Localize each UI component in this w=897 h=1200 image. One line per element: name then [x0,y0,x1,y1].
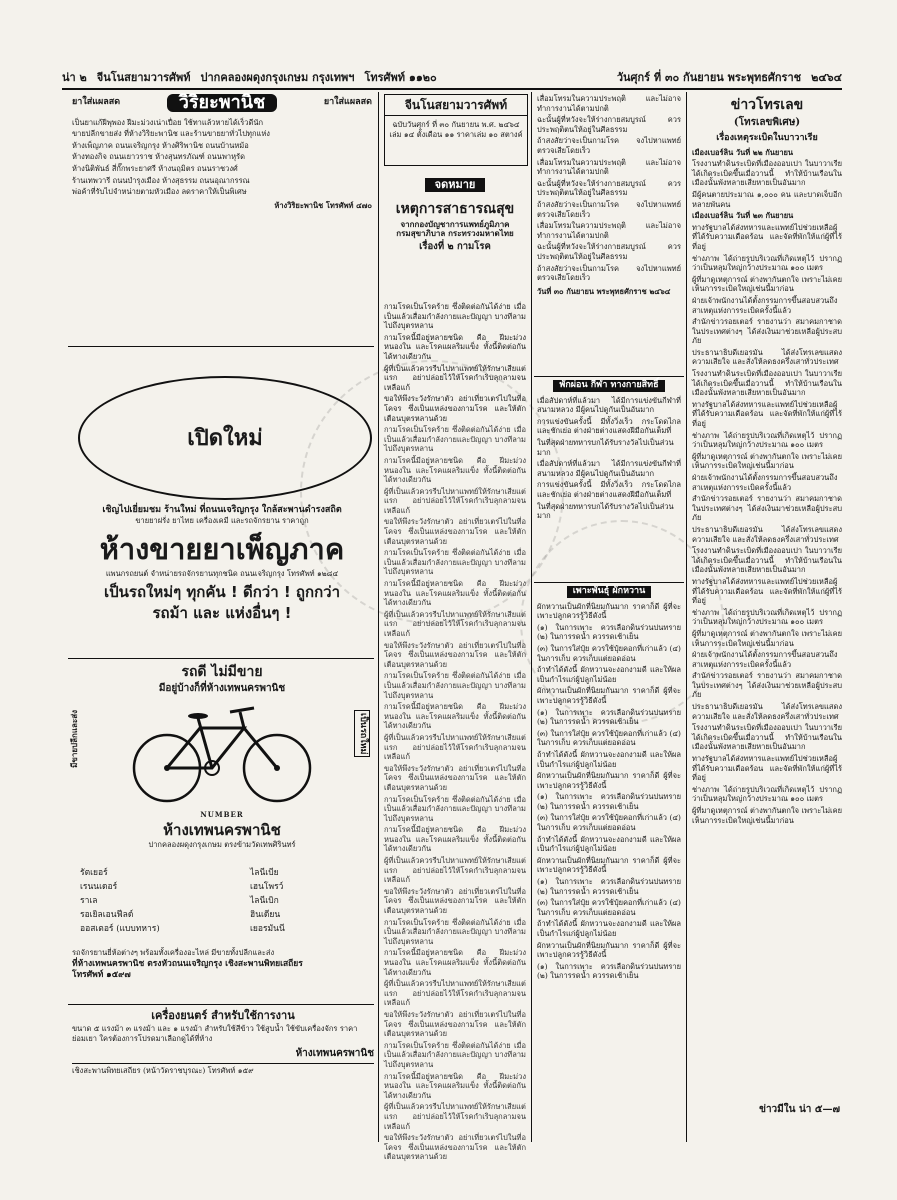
notice-paragraph-repeat: ผู้ที่เป็นแล้วควรรีบไปหาแพทย์ให้รักษาเสียแต่แรก อย่าปล่อยไว้ให้โรคกำเริบลุกลามจนเหลือแก้ [384,732,526,762]
ad-title: วิริยะพานิช [167,94,277,112]
news-paragraph-repeat: สำนักข่าวรอยเตอร์ รายงานว่า สมาคมกาชาดในประเทศต่างๆ ได้ส่งเงินมาช่วยเหลือผู้ประสบภัย [692,494,842,523]
brand-row [80,908,370,922]
vegetable-paragraph-repeat: (๓) ในการใส่ปุ๋ย ควรใช้ปุ๋ยคอกที่เก่าแล้ว (๔) ในการเก็บ ควรเก็บแต่ยอดอ่อน [537,898,681,917]
sports-paragraph: ในที่สุดฝ่ายทหารบกได้รับรางวัลไปเป็นส่วนมาก [537,437,674,457]
notice-paragraph-repeat: กามโรคเป็นโรคร้าย ซึ่งติดต่อกันได้ง่าย เมื่อเป็นแล้วเสื่อมกำลังกายและปัญญา บางทีลามไปถึงบุตรหลาน [384,671,526,700]
news-paragraph-repeat: โรงงานทำดินระเบิดที่เมืองออบเปา ในบาวาเรีย ได้เกิดระเบิดขึ้นเมื่อวานนี้ ทำให้บ้านเรือนในเมืองนั้นพังทลายเสียหายเป็นอันมาก [692,723,842,752]
sports-paragraph-repeat: ในที่สุดฝ่ายทหารบกได้รับรางวัลไปเป็นส่วนมาก [537,501,674,521]
paper-name: จีนโนสยามวารศัพท์ [96,71,191,84]
vegetable-paragraph-repeat: ถ้าทำได้ดังนี้ ผักหวานจะงอกงามดี และให้ผลเป็นกำไรแก่ผู้ปลูกไม่น้อย [537,834,681,854]
vegetable-paragraph-repeat: (๑) ในการเพาะ ควรเลือกดินร่วนปนทราย (๒) ในการรดน้ำ ควรรดเช้าเย็น [537,961,681,981]
news-paragraph-repeat: ผู้ที่มาดูเหตุการณ์ ต่างพากันตกใจ เพราะไม่เคยเห็นการระเบิดใหญ่เช่นนี้มาก่อน [692,806,842,825]
notice-paragraph-repeat: กามโรคนี้มีอยู่หลายชนิด คือ ฝีมะม่วง หนองใน และโรคแผลริมแข็ง ทั้งนี้ติดต่อกันได้ทางเดียวกัน [384,948,526,977]
notice-paragraph-repeat: กามโรคนี้มีอยู่หลายชนิด คือ ฝีมะม่วง หนองใน และโรคแผลริมแข็ง ทั้งนี้ติดต่อกันได้ทางเดียวกัน [384,1071,526,1100]
shop-slogan-1: เป็นรถใหม่ๆ ทุกคัน ! ดีกว่า ! ถูกกว่า [103,582,340,601]
brand-name: เยอรมันนี [250,924,285,934]
notice-paragraph-repeat: กามโรคเป็นโรคร้าย ซึ่งติดต่อกันได้ง่าย เมื่อเป็นแล้วเสื่อมกำลังกายและปัญญา บางทีลามไปถึงบุตรหลาน [384,794,526,823]
issue-date: วันศุกร์ ที่ ๓๐ กันยายน พระพุทธศักราช [616,71,802,84]
notice-paragraph-repeat: ผู้ที่เป็นแล้วควรรีบไปหาแพทย์ให้รักษาเสียแต่แรก อย่าปล่อยไว้ให้โรคกำเริบลุกลามจนเหลือแก้ [384,856,526,885]
sports-paragraph-repeat: การแข่งขันครั้งนี้ มีทั้งวิ่งเร็ว กระโดดไกล และชักเย่อ ต่างฝ่ายต่างแสดงฝีมือกันเต็มที่ [537,480,681,499]
ad-line: เป็นยาแก้ฝีพุพอง ฝีมะม่วงเน่าเปื่อย ใช้ทาแล้วหายได้เร็วดีนัก [72,117,264,127]
left-ad-viriya [72,94,372,342]
ad-line: ห้างเพ็ญภาค ถนนเจริญกรุง ห้างศิริพานิช ถนนบ้านหม้อ [72,140,249,150]
masthead-box [384,94,528,166]
col3-paragraph-repeat: ถ้าสงสัยว่าจะเป็นกามโรค จงไปหาแพทย์ตรวจเสียโดยเร็ว [537,263,681,283]
news-paragraph: มีผู้คนตายประมาณ ๑,๐๐๐ คน และบาดเจ็บอีกหลายพันคน [692,189,842,209]
page-header [62,66,842,90]
vegetable-paragraph: ถ้าทำได้ดังนี้ ผักหวานจะงอกงามดี และให้ผลเป็นกำไรแก่ผู้ปลูกไม่น้อย [537,665,681,684]
bicycle-ad [70,662,374,862]
brand-name: ออสเตอร์ (แบบทหาร) [80,924,160,934]
notice-paragraph-repeat: กามโรคเป็นโรคร้าย ซึ่งติดต่อกันได้ง่าย เมื่อเป็นแล้วเสื่อมกำลังกายและปัญญา บางทีลามไปถึงบุตรหลาน [384,548,526,577]
vegetable-paragraph: (๓) ในการใส่ปุ๋ย ควรใช้ปุ๋ยคอกที่เก่าแล้ว (๔) ในการเก็บ ควรเก็บแต่ยอดอ่อน [537,643,681,663]
brand-list [80,866,370,946]
new-opening-oval [78,376,372,500]
shop-intro: เชิญไปเยี่ยมชม ร้านใหม่ ที่ถนนเจริญกรุง ใกล้สะพานดำรงสถิต [102,505,342,515]
notice-paragraph-repeat: ผู้ที่เป็นแล้วควรรีบไปหาแพทย์ให้รักษาเสียแต่แรก อย่าปล่อยไว้ให้โรคกำเริบลุกลามจนเหลือแก้ [384,609,526,638]
brand-name: เรนนเดอร์ [80,882,118,892]
col3-paragraph-repeat: เสื่อมโทรมในความประพฤติ และไม่อาจทำการงานได้ตามปกติ [537,157,681,177]
notice-sub-3: เรื่องที่ ๒ กามโรค [419,240,491,252]
notice-label: จดหมาย [425,178,486,192]
news-paragraph-repeat: ประธานาธิบดีเยอรมัน ได้ส่งโทรเลขแสดงความเสียใจ และสั่งให้ลดธงครึ่งเสาทั่วประเทศ [692,524,842,544]
brand-row [80,880,370,894]
bike-sub: มีอยู่บ้างก็ที่ห้างเทพนครพานิช [158,683,286,694]
notice-paragraph: กามโรคเป็นโรคร้าย ซึ่งติดต่อกันได้ง่าย เมื่อเป็นแล้วเสื่อมกำลังกายและปัญญา บางทีลามไปถึงบุตรหลาน [384,302,526,331]
continued-note: ข่าวมีใน น่า ๕—๗ [759,1104,840,1115]
shop-ad [70,506,374,656]
notice-paragraph-repeat: ขอให้พึงระวังรักษาตัว อย่าเที่ยวเตร่ไปในที่อโคจร ซึ่งเป็นแหล่งของกามโรค และให้ตักเตือนบุตรหลานด้วย [384,640,526,669]
news-paragraph: โรงงานทำดินระเบิดที่เมืองออบเปา ในบาวาเรีย ได้เกิดระเบิดขึ้นเมื่อวานนี้ ทำให้บ้านเรือนในเมืองนั้นพังทลายเสียหายเป็นอันมาก [692,159,842,188]
brand-name: ฮินเดียน [250,910,281,920]
filler-text [384,425,526,1162]
notice-paragraph-repeat: ขอให้พึงระวังรักษาตัว อย่าเที่ยวเตร่ไปในที่อโคจร ซึ่งเป็นแหล่งของกามโรค และให้ตักเตือนบุตรหลานด้วย [384,517,526,546]
notice-sub-2: กรมสุขาภิบาล กระทรวงมหาดไทย [396,228,514,239]
vegetable-paragraph-repeat: ถ้าทำได้ดังนี้ ผักหวานจะงอกงามดี และให้ผลเป็นกำไรแก่ผู้ปลูกไม่น้อย [537,749,681,769]
col3-date: วันที่ ๓๐ กันยายน พระพุทธศักราช ๒๔๖๔ [537,286,671,296]
engine-address: เชิงสะพานพิทยเสถียร (หน้าวัดราชบุรณะ) โทรศัพท์ ๑๕๙ [72,1063,374,1076]
bike-phone: โทรศัพท์ ๑๕๙๗ [72,970,131,981]
printed-at: ปากคลองผดุงกรุงเกษม กรุงเทพฯ [200,71,355,84]
notice-body [384,302,526,1162]
news-paragraph: ช่างภาพ ได้ถ่ายรูปบริเวณที่เกิดเหตุไว้ ปรากฏว่าเป็นหลุมใหญ่กว้างประมาณ ๑๐๐ เมตร [692,253,842,273]
ad-line: ร้านเทพวารี ถนนบำรุงเมือง ห้างสุธรรม ถนนอุณากรรณ [72,175,250,185]
vegetable-paragraph-repeat: ถ้าทำได้ดังนี้ ผักหวานจะงอกงามดี และให้ผลเป็นกำไรแก่ผู้ปลูกไม่น้อย [537,919,681,938]
phone: โทรศัพท์ ๑๑๒๐ [364,71,437,84]
news-paragraph: สำนักข่าวรอยเตอร์ รายงานว่า สมาคมกาชาดในประเทศต่างๆ ได้ส่งเงินมาช่วยเหลือผู้ประสบภัย [692,317,842,346]
masthead-line-2: เล่ม ๑๔ ตั้งเดือน ๑๑ ราคาเล่ม ๑๐ สตางค์ [389,129,523,139]
notice-paragraph-repeat: ขอให้พึงระวังรักษาตัว อย่าเที่ยวเตร่ไปในที่อโคจร ซึ่งเป็นแหล่งของกามโรค และให้ตักเตือนบุตรหลานด้วย [384,1133,526,1162]
telegraph-headline: เรื่องเหตุระเบิดในบาวาเรีย [716,133,818,143]
notice-paragraph-repeat: ผู้ที่เป็นแล้วควรรีบไปหาแพทย์ให้รักษาเสียแต่แรก อย่าปล่อยไว้ให้โรคกำเริบลุกลามจนเหลือแก้ [384,486,526,515]
sports-section [537,380,681,580]
notice-paragraph-repeat: กามโรคนี้มีอยู่หลายชนิด คือ ฝีมะม่วง หนองใน และโรคแผลริมแข็ง ทั้งนี้ติดต่อกันได้ทางเดียวกัน [384,455,526,485]
news-paragraph-repeat: ช่างภาพ ได้ถ่ายรูปบริเวณที่เกิดเหตุไว้ ปรากฏว่าเป็นหลุมใหญ่กว้างประมาณ ๑๐๐ เมตร [692,784,842,804]
masthead-title: จีนโนสยามวารศัพท์ [385,95,527,116]
bike-shop: ห้างเทพนครพานิช [163,820,281,839]
engine-shop: ห้างเทพนครพานิช [295,1048,374,1060]
news-paragraph-repeat: ทางรัฐบาลได้ส่งทหารและแพทย์ไปช่วยเหลือผู้ที่ได้รับความเดือดร้อน และจัดที่พักให้แก่ผู้ที่ไร้ที่อยู่ [692,576,842,606]
brand-name: รอเยิลเอนฟีลด์ [80,910,134,920]
notice-paragraph-repeat: กามโรคเป็นโรคร้าย ซึ่งติดต่อกันได้ง่าย เมื่อเป็นแล้วเสื่อมกำลังกายและปัญญา บางทีลามไปถึงบุตรหลาน [384,1040,526,1069]
vegetable-paragraph: (๑) ในการเพาะ ควรเลือกดินร่วนปนทราย (๒) ในการรดน้ำ ควรรดเช้าเย็น [537,622,681,642]
notice-paragraph-repeat: ขอให้พึงระวังรักษาตัว อย่าเที่ยวเตร่ไปในที่อโคจร ซึ่งเป็นแหล่งของกามโรค และให้ตักเตือนบุตรหลานด้วย [384,1009,526,1039]
vegetable-paragraph-repeat: ผักหวานเป็นผักที่นิยมกันมาก ราคาก็ดี ผู้ที่จะเพาะปลูกควรรู้วิธีดังนี้ [537,855,681,875]
brand-row [80,894,370,908]
col3-paragraph: ถ้าสงสัยว่าจะเป็นกามโรค จงไปหาแพทย์ตรวจเสียโดยเร็ว [537,136,681,155]
news-paragraph-repeat: ประธานาธิบดีเยอรมัน ได้ส่งโทรเลขแสดงความเสียใจ และสั่งให้ลดธงครึ่งเสาทั่วประเทศ [692,702,842,721]
ad-side-right: ยาใส่แผลสด [323,97,372,107]
shop-sub: ขายยาฝรั่ง ยาไทย เครื่องเคมี และรถจักรยาน ราคาถูก [135,515,309,525]
engine-text: ขนาด ๕ แรงม้า ๓ แรงม้า และ ๑ แรงม้า สำหรับใช้สีข้าว ใช้สูบน้ำ ใช้ขับเครื่องจักร ราคาย่อมเยา ใครต้องการโปรดมาเลือกดูได้ที่ห้าง [72,1024,358,1043]
shop-name: ห้างขายยาเพ็ญภาค [99,532,345,567]
notice-paragraph-repeat: ผู้ที่เป็นแล้วควรรีบไปหาแพทย์ให้รักษาเสียแต่แรก อย่าปล่อยไว้ให้โรคกำเริบลุกลามจนเหลือแก้ [384,979,526,1008]
brand-row [80,922,370,936]
shop-slogan-2: รถม้า และ แห่งอื่นๆ ! [152,603,292,622]
notice-paragraph-repeat: กามโรคนี้มีอยู่หลายชนิด คือ ฝีมะม่วง หนองใน และโรคแผลริมแข็ง ทั้งนี้ติดต่อกันได้ทางเดียวกัน [384,702,526,731]
col3-paragraph-repeat: ถ้าสงสัยว่าจะเป็นกามโรค จงไปหาแพทย์ตรวจเสียโดยเร็ว [537,199,681,219]
brand-name: รัตเยอร์ [80,868,108,878]
col3-paragraph: ฉะนั้นผู้ที่หวังจะให้ร่างกายสมบูรณ์ ควรประพฤติตนให้อยู่ในศีลธรรม [537,115,681,134]
news-paragraph: ฝ่ายเจ้าพนักงานได้ตั้งกรรมการขึ้นสอบสวนถึงสาเหตุแห่งการระเบิดครั้งนี้แล้ว [692,295,838,315]
col3-paragraph-repeat: เสื่อมโทรมในความประพฤติ และไม่อาจทำการงานได้ตามปกติ [537,221,681,240]
sports-title: พักผ่อน กีฬา ทางกายสิทธิ์ [553,380,664,392]
bike-side-left: มีขายปลีกและส่ง [69,710,79,768]
news-paragraph-repeat: ผู้ที่มาดูเหตุการณ์ ต่างพากันตกใจ เพราะไม่เคยเห็นการระเบิดใหญ่เช่นนี้มาก่อน [692,628,842,648]
news-paragraph-repeat: ผู้ที่มาดูเหตุการณ์ ต่างพากันตกใจ เพราะไม่เคยเห็นการระเบิดใหญ่เช่นนี้มาก่อน [692,451,842,471]
news-paragraph: ทางรัฐบาลได้ส่งทหารและแพทย์ไปช่วยเหลือผู้ที่ได้รับความเดือดร้อน และจัดที่พักให้แก่ผู้ที่ไร้ที่อยู่ [692,222,842,251]
bike-side-right: เป็นรถใหม่ [354,710,370,757]
bike-foot-2: ที่ห้างเทพนครพานิช ตรงหัวถนนเจริญกรุง เชิงสะพานพิทยเสถียร [72,958,303,969]
news-paragraph: ผู้ที่มาดูเหตุการณ์ ต่างพากันตกใจ เพราะไม่เคยเห็นการระเบิดใหญ่เช่นนี้มาก่อน [692,274,842,294]
notice-paragraph-repeat: กามโรคนี้มีอยู่หลายชนิด คือ ฝีมะม่วง หนองใน และโรคแผลริมแข็ง ทั้งนี้ติดต่อกันได้ทางเดียวกัน [384,579,526,608]
shop-small: แพนกรถยนต์ จำหน่ายรถจักรยานทุกชนิด ถนนเจริญกรุง โทรศัพท์ ๑๒๘๔ [105,569,339,579]
sports-paragraph: เมื่อสัปดาห์ที่แล้วมา ได้มีการแข่งขันกีฬาที่สนามหลวง มีผู้คนไปดูกันเป็นอันมาก [537,395,681,415]
telegraph-subtitle: (โทรเลขพิเศษ) [733,117,801,128]
bike-foot-1: รถจักรยานยี่ห้อต่างๆ พร้อมทั้งเครื่องอะไหล่ มีขายทั้งปลีกและส่ง [72,948,275,957]
vegetable-paragraph-repeat: (๓) ในการใส่ปุ๋ย ควรใช้ปุ๋ยคอกที่เก่าแล้ว (๔) ในการเก็บ ควรเก็บแต่ยอดอ่อน [537,813,681,833]
news-paragraph-repeat: ฝ่ายเจ้าพนักงานได้ตั้งกรรมการขึ้นสอบสวนถึงสาเหตุแห่งการระเบิดครั้งนี้แล้ว [692,650,838,669]
telegraph-news [692,94,842,1094]
brand-name: ราเล [80,896,98,906]
brand-row [80,866,370,880]
notice-paragraph-repeat: ขอให้พึงระวังรักษาตัว อย่าเที่ยวเตร่ไปในที่อโคจร ซึ่งเป็นแหล่งของกามโรค และให้ตักเตือนบุตรหลานด้วย [384,763,526,792]
brand-name: ไลนีเบิก [250,896,279,906]
notice-heading [384,178,526,298]
page-number: น่า ๒ [62,71,87,84]
oval-text: เปิดใหม่ [187,426,263,451]
news-paragraph: ประธานาธิบดีเยอรมัน ได้ส่งโทรเลขแสดงความเสียใจ และสั่งให้ลดธงครึ่งเสาทั่วประเทศ [692,347,842,367]
bike-address: ปากคลองผดุงกรุงเกษม ตรงข้ามวัดเทพศิรินทร์ [148,839,296,849]
news-paragraph-repeat: ทางรัฐบาลได้ส่งทหารและแพทย์ไปช่วยเหลือผู้ที่ได้รับความเดือดร้อน และจัดที่พักให้แก่ผู้ที่ไร้ที่อยู่ [692,399,842,429]
notice-paragraph-repeat: กามโรคเป็นโรคร้าย ซึ่งติดต่อกันได้ง่าย เมื่อเป็นแล้วเสื่อมกำลังกายและปัญญา บางทีลามไปถึงบุตรหลาน [384,917,526,946]
vegetable-paragraph-repeat: (๑) ในการเพาะ ควรเลือกดินร่วนปนทราย (๒) ในการรดน้ำ ควรรดเช้าเย็น [537,792,681,811]
news-paragraph-repeat: ช่างภาพ ได้ถ่ายรูปบริเวณที่เกิดเหตุไว้ ปรากฏว่าเป็นหลุมใหญ่กว้างประมาณ ๑๐๐ เมตร [692,430,842,450]
issue-year: ๒๔๖๔ [811,71,842,84]
brand-name: เฮนโพรว์ [250,882,284,892]
notice-paragraph-repeat: กามโรคนี้มีอยู่หลายชนิด คือ ฝีมะม่วง หนองใน และโรคแผลริมแข็ง ทั้งนี้ติดต่อกันได้ทางเดียวกัน [384,825,526,854]
ad-side-left: ยาใส่แผลสด [72,97,121,107]
ad-line: พ่อค้าที่รับไปจำหน่ายตามหัวเมือง ลดราคาให้เป็นพิเศษ [72,187,247,197]
notice-paragraph-repeat: ผู้ที่เป็นแล้วควรรีบไปหาแพทย์ให้รักษาเสียแต่แรก อย่าปล่อยไว้ให้โรคกำเริบลุกลามจนเหลือแก้ [384,1102,526,1131]
col3-paragraph-repeat: ฉะนั้นผู้ที่หวังจะให้ร่างกายสมบูรณ์ ควรประพฤติตนให้อยู่ในศีลธรรม [537,242,681,261]
bike-footer [72,948,374,1000]
vegetable-section [537,586,681,1136]
sports-paragraph-repeat: เมื่อสัปดาห์ที่แล้วมา ได้มีการแข่งขันกีฬาที่สนามหลวง มีผู้คนไปดูกันเป็นอันมาก [537,459,681,478]
ad-line: ขายปลีกขายส่ง ที่ห้างวิริยะพานิช และร้านขายยาทั่วไปทุกแห่ง [72,129,270,139]
vegetable-title: เพาะพันธุ์ ผักหวาน [567,586,652,598]
vegetable-paragraph-repeat: ผักหวานเป็นผักที่นิยมกันมาก ราคาก็ดี ผู้ที่จะเพาะปลูกควรรู้วิธีดังนี้ [537,771,681,790]
ad-line: ห้างทองกิจ ถนนเยาวราช ห้างสุนทรภัณฑ์ ถนนพาหุรัด [72,152,245,162]
engine-ad [72,1008,374,1138]
engine-title: เครื่องยนตร์ สำหรับใช้การงาน [151,1009,295,1022]
ad-line: ห้างนิติพันธ์ สี่กั๊กพระยาศรี ห้างนฤมิตร ถนนราชวงศ์ [72,163,238,173]
notice-title: เหตุการสาธารณสุข [395,200,515,217]
col3-paragraph-repeat: ฉะนั้นผู้ที่หวังจะให้ร่างกายสมบูรณ์ ควรประพฤติตนให้อยู่ในศีลธรรม [537,178,681,198]
vegetable-paragraph-repeat: ผักหวานเป็นผักที่นิยมกันมาก ราคาก็ดี ผู้ที่จะเพาะปลูกควรรู้วิธีดังนี้ [537,686,681,705]
vegetable-paragraph-repeat: (๑) ในการเพาะ ควรเลือกดินร่วนปนทราย (๒) ในการรดน้ำ ควรรดเช้าเย็น [537,877,681,896]
bike-head: รถดี ไม่มีขาย [181,664,263,680]
notice-paragraph-repeat: ขอให้พึงระวังรักษาตัว อย่าเที่ยวเตร่ไปในที่อโคจร ซึ่งเป็นแหล่งของกามโรค และให้ตักเตือนบุตรหลานด้วย [384,886,526,916]
vegetable-paragraph-repeat: (๓) ในการใส่ปุ๋ย ควรใช้ปุ๋ยคอกที่เก่าแล้ว (๔) ในการเก็บ ควรเก็บแต่ยอดอ่อน [537,728,681,748]
notice-paragraph: ขอให้พึงระวังรักษาตัว อย่าเที่ยวเตร่ไปในที่อโคจร ซึ่งเป็นแหล่งของกามโรค และให้ตักเตือนบุตรหลานด้วย [384,394,526,423]
masthead-line-1: ฉบับวันศุกร์ ที่ ๓๐ กันยายน พ.ศ. ๒๔๖๔ [392,120,520,129]
notice-paragraph: ผู้ที่เป็นแล้วควรรีบไปหาแพทย์ให้รักษาเสียแต่แรก อย่าปล่อยไว้ให้โรคกำเริบลุกลามจนเหลือแก้ [384,363,526,392]
news-dateline: เมืองเบอร์ลิน วันที่ ๒๒ กันยายน [692,147,794,157]
news-paragraph-repeat: โรงงานทำดินระเบิดที่เมืองออบเปา ในบาวาเรีย ได้เกิดระเบิดขึ้นเมื่อวานนี้ ทำให้บ้านเรือนในเมืองนั้นพังทลายเสียหายเป็นอันมาก [692,369,842,398]
vegetable-paragraph-repeat: (๑) ในการเพาะ ควรเลือกดินร่วนปนทราย (๒) ในการรดน้ำ ควรรดเช้าเย็น [537,707,681,727]
notice-paragraph-repeat: กามโรคเป็นโรคร้าย ซึ่งติดต่อกันได้ง่าย เมื่อเป็นแล้วเสื่อมกำลังกายและปัญญา บางทีลามไปถึงบุตรหลาน [384,425,526,454]
col3-lead [537,94,681,344]
notice-sub-1: จากกองบัญชาการแพทย์ภูมิภาค [400,218,510,229]
vegetable-paragraph: ผักหวานเป็นผักที่นิยมกันมาก ราคาก็ดี ผู้ที่จะเพาะปลูกควรรู้วิธีดังนี้ [537,601,681,621]
vegetable-paragraph-repeat: ผักหวานเป็นผักที่นิยมกันมาก ราคาก็ดี ผู้ที่จะเพาะปลูกควรรู้วิธีดังนี้ [537,940,681,960]
brand-name: ไลนีเบีย [250,868,279,878]
news-paragraph-repeat: ทางรัฐบาลได้ส่งทหารและแพทย์ไปช่วยเหลือผู้ที่ได้รับความเดือดร้อน และจัดที่พักให้แก่ผู้ที่ไร้ที่อยู่ [692,754,842,783]
notice-paragraph: กามโรคนี้มีอยู่หลายชนิด คือ ฝีมะม่วง หนองใน และโรคแผลริมแข็ง ทั้งนี้ติดต่อกันได้ทางเดียวกัน [384,332,526,361]
col3-paragraph: เสื่อมโทรมในความประพฤติ และไม่อาจทำการงานได้ตามปกติ [537,94,681,113]
news-dateline: เมืองเบอร์ลิน วันที่ ๒๓ กันยายน [692,211,794,221]
bicycle-illustration [122,700,322,810]
news-paragraph-repeat: ช่างภาพ ได้ถ่ายรูปบริเวณที่เกิดเหตุไว้ ปรากฏว่าเป็นหลุมใหญ่กว้างประมาณ ๑๐๐ เมตร [692,607,842,627]
news-paragraph-repeat: สำนักข่าวรอยเตอร์ รายงานว่า สมาคมกาชาดในประเทศต่างๆ ได้ส่งเงินมาช่วยเหลือผู้ประสบภัย [692,671,842,700]
ad-signature: ห้างวิริยะพานิช โทรศัพท์ ๔๗๐ [274,200,372,210]
news-paragraph-repeat: โรงงานทำดินระเบิดที่เมืองออบเปา ในบาวาเรีย ได้เกิดระเบิดขึ้นเมื่อวานนี้ ทำให้บ้านเรือนในเมืองนั้นพังทลายเสียหายเป็นอันมาก [692,546,842,575]
sports-paragraph: การแข่งขันครั้งนี้ มีทั้งวิ่งเร็ว กระโดดไกล และชักเย่อ ต่างฝ่ายต่างแสดงฝีมือกันเต็มที่ [537,416,681,436]
news-paragraph-repeat: ฝ่ายเจ้าพนักงานได้ตั้งกรรมการขึ้นสอบสวนถึงสาเหตุแห่งการระเบิดครั้งนี้แล้ว [692,473,838,492]
bike-brand: NUMBER [200,810,244,819]
telegraph-title: ข่าวโทรเลข [730,97,804,113]
